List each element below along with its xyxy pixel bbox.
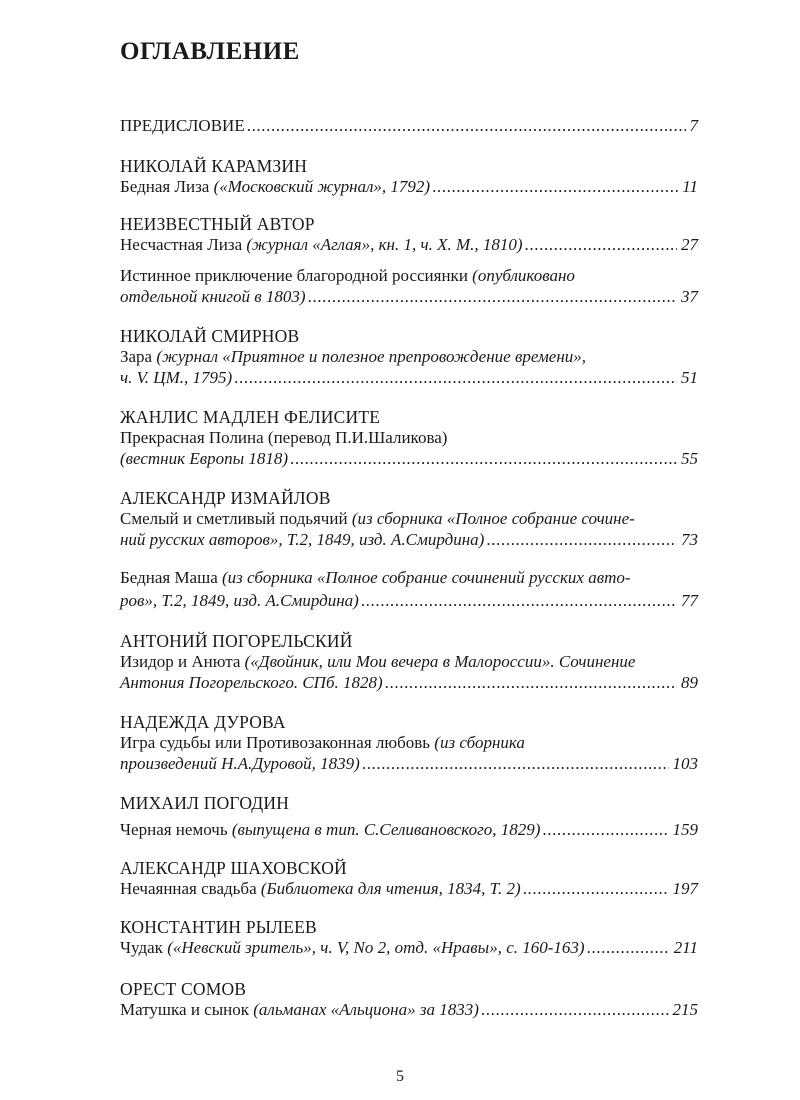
toc-entry-line2[interactable] — [120, 287, 698, 307]
entry-title: Истинное приключение благородной россиянки — [120, 266, 468, 285]
leader-dots — [587, 938, 670, 958]
entry-source: (журнал «Аглая», кн. 1, ч. X. М., 1810) — [246, 235, 523, 254]
leader-dots — [234, 368, 677, 388]
leader-dots — [362, 754, 669, 774]
entry-source: произведений Н.А.Дуровой, 1839) — [120, 754, 360, 773]
entry-page: 197 — [672, 879, 698, 898]
toc-entry[interactable] — [120, 820, 698, 840]
toc-entry-line1[interactable] — [120, 509, 698, 529]
entry-source: (из сборника «Полное собрание сочине- — [351, 509, 635, 528]
toc-heading: ОГЛАВЛЕНИЕ — [120, 38, 300, 65]
entry-page: 159 — [672, 820, 698, 839]
toc-entry-line2[interactable] — [120, 449, 698, 469]
entry-title: Бедная Лиза — [120, 177, 210, 196]
entry-title: Смелый и сметливый подьячий — [120, 509, 348, 528]
toc-entry-line1[interactable] — [120, 428, 698, 448]
author-name: КОНСТАНТИН РЫЛЕЕВ — [120, 917, 317, 937]
entry-title: Бедная Маша — [120, 568, 218, 587]
entry-source: (из сборника — [434, 733, 525, 752]
leader-dots — [481, 1000, 669, 1020]
entry-page: 215 — [672, 1000, 698, 1019]
entry-title: Чудак — [120, 938, 163, 957]
author-name: АНТОНИЙ ПОГОРЕЛЬСКИЙ — [120, 631, 353, 651]
entry-source: («Невский зритель», ч. V, No 2, отд. «Нравы», с. 160-163) — [167, 938, 585, 957]
toc-entry-preface[interactable] — [120, 116, 698, 136]
entry-source: (Библиотека для чтения, 1834, Т. 2) — [260, 879, 521, 898]
toc-entry[interactable] — [120, 235, 698, 255]
leader-dots — [308, 287, 677, 307]
toc-entry-line2[interactable] — [120, 673, 698, 693]
entry-page: 103 — [672, 754, 698, 773]
toc-entry-line1[interactable] — [120, 266, 698, 286]
toc-entry[interactable] — [120, 938, 698, 958]
entry-title: Несчастная Лиза — [120, 235, 243, 254]
leader-dots — [523, 879, 669, 899]
toc-entry-line1[interactable] — [120, 568, 698, 588]
entry-source: (альманах «Альциона» за 1833) — [253, 1000, 479, 1019]
toc-entry-line2[interactable] — [120, 754, 698, 774]
entry-title: Зара — [120, 347, 153, 366]
toc-entry[interactable] — [120, 177, 698, 197]
entry-title: Нечаянная свадьба — [120, 879, 257, 898]
entry-source: («Московский журнал», 1792) — [213, 177, 431, 196]
author-name: ЖАНЛИС МАДЛЕН ФЕЛИСИТЕ — [120, 407, 381, 427]
author-name: НИКОЛАЙ СМИРНОВ — [120, 326, 300, 346]
entry-title: Прекрасная Полина (перевод П.И.Шаликова) — [120, 428, 448, 447]
toc-entry-line1[interactable] — [120, 347, 698, 367]
entry-title: ПРЕДИСЛОВИЕ — [120, 116, 245, 135]
entry-page: 27 — [681, 235, 698, 254]
entry-source: («Двойник, или Мои вечера в Малороссии». Сочинение — [244, 652, 636, 671]
leader-dots — [385, 673, 677, 693]
entry-source: (из сборника «Полное собрание сочинений русских авто- — [222, 568, 631, 587]
entry-page: 89 — [681, 673, 698, 692]
author-name: НЕИЗВЕСТНЫЙ АВТОР — [120, 214, 315, 234]
entry-title: Матушка и сынок — [120, 1000, 249, 1019]
entry-title: Изидор и Анюта — [120, 652, 241, 671]
toc-entry[interactable] — [120, 879, 698, 899]
entry-source: (журнал «Приятное и полезное препровождение времени», — [156, 347, 587, 366]
entry-page: 37 — [681, 287, 698, 306]
toc-entry-line2[interactable] — [120, 591, 698, 611]
entry-source: отдельной книгой в 1803) — [120, 287, 306, 306]
toc-entry-line1[interactable] — [120, 652, 698, 672]
entry-page: 73 — [681, 530, 698, 549]
entry-source: ч. V. ЦМ., 1795) — [120, 368, 233, 387]
entry-source: Антония Погорельского. СПб. 1828) — [120, 673, 383, 692]
toc-entry[interactable] — [120, 1000, 698, 1020]
author-name: НАДЕЖДА ДУРОВА — [120, 712, 286, 732]
leader-dots — [525, 235, 677, 255]
leader-dots — [542, 820, 668, 840]
entry-source: (вестник Европы 1818) — [120, 449, 289, 468]
entry-page: 51 — [681, 368, 698, 387]
entry-source: ний русских авторов», Т.2, 1849, изд. А.Смирдина) — [120, 530, 485, 549]
entry-source: ров», Т.2, 1849, изд. А.Смирдина) — [120, 591, 359, 610]
entry-page: 211 — [673, 938, 698, 957]
toc-entry-line2[interactable] — [120, 368, 698, 388]
author-name: НИКОЛАЙ КАРАМЗИН — [120, 156, 308, 176]
entry-page: 7 — [689, 116, 698, 135]
author-name: МИХАИЛ ПОГОДИН — [120, 793, 290, 813]
author-name: АЛЕКСАНДР ИЗМАЙЛОВ — [120, 488, 331, 508]
entry-title: Игра судьбы или Противозаконная любовь — [120, 733, 431, 752]
leader-dots — [361, 591, 677, 611]
author-name: ОРЕСТ СОМОВ — [120, 979, 247, 999]
entry-source: (опубликовано — [472, 266, 575, 285]
author-name: АЛЕКСАНДР ШАХОВСКОЙ — [120, 858, 347, 878]
page-number: 5 — [396, 1068, 404, 1085]
entry-page: 77 — [681, 591, 698, 610]
leader-dots — [432, 177, 678, 197]
toc-entry-line1[interactable] — [120, 733, 698, 753]
leader-dots — [290, 449, 677, 469]
toc-entry-line2[interactable] — [120, 530, 698, 550]
entry-page: 11 — [682, 177, 698, 196]
leader-dots — [486, 530, 677, 550]
entry-title: Черная немочь — [120, 820, 228, 839]
entry-source: (выпущена в тип. С.Селивановского, 1829) — [231, 820, 541, 839]
entry-page: 55 — [681, 449, 698, 468]
leader-dots — [247, 116, 686, 136]
